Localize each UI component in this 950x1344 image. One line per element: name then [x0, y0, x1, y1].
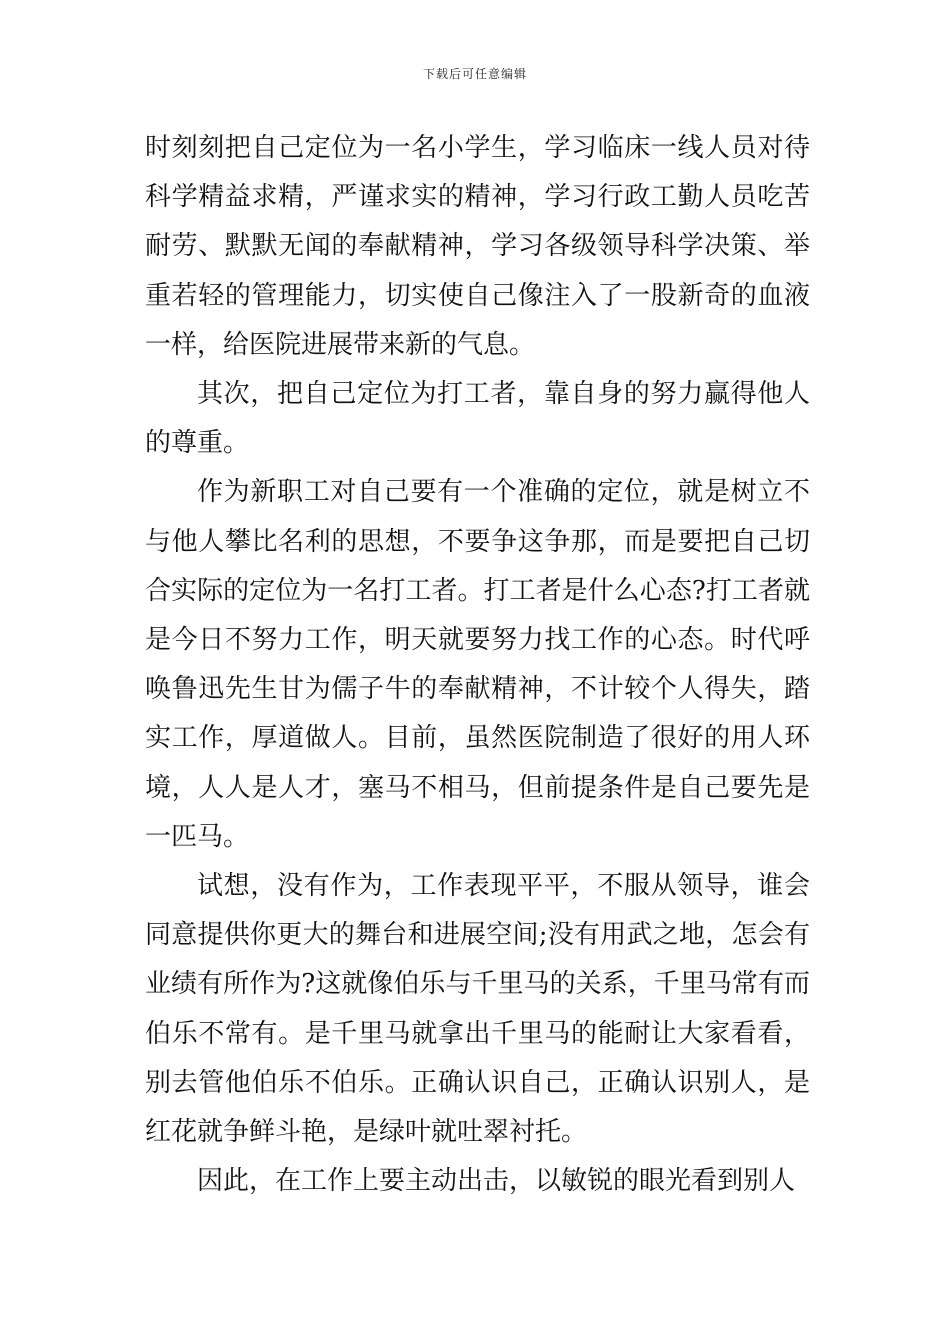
paragraph: 试想，没有作为，工作表现平平，不服从领导，谁会同意提供你更大的舞台和进展空间;没有用武之地，怎会有业绩有所作为?这就像伯乐与千里马的关系，千里马常有而伯乐不常有。是千里马就拿出千里马的能耐让大家看看，别去管他伯乐不伯乐。正确认识自己，正确认识别人，是红花就争鲜斗艳，是绿叶就吐翠衬托。 [145, 871, 810, 1148]
paragraph: 作为新职工对自己要有一个准确的定位，就是树立不与他人攀比名利的思想，不要争这争那，而是要把自己切合实际的定位为一名打工者。打工者是什么心态?打工者就是今日不努力工作，明天就要努力找工作的心态。时代呼唤鲁迅先生甘为儒子牛的奉献精神，不计较个人得失，踏实工作，厚道做人。目前，虽然医院制造了很好的用人环境，人人是人才，塞马不相马，但前提条件是自己要先是一匹马。 [145, 477, 810, 852]
paragraph: 其次，把自己定位为打工者，靠自身的努力赢得他人的尊重。 [145, 379, 810, 459]
document-body [145, 124, 810, 1206]
paragraph: 因此，在工作上要主动出击，以敏锐的眼光看到别人 [197, 1166, 796, 1197]
page-header: 下载后可任意编辑 [422, 67, 527, 81]
paragraph-continuation: 时刻刻把自己定位为一名小学生，学习临床一线人员对待科学精益求精，严谨求实的精神，学习行政工勤人员吃苦耐劳、默默无闻的奉献精神，学习各级领导科学决策、举重若轻的管理能力，切实使自己像注入了一股新奇的血液一样，给医院进展带来新的气息。 [145, 133, 810, 360]
